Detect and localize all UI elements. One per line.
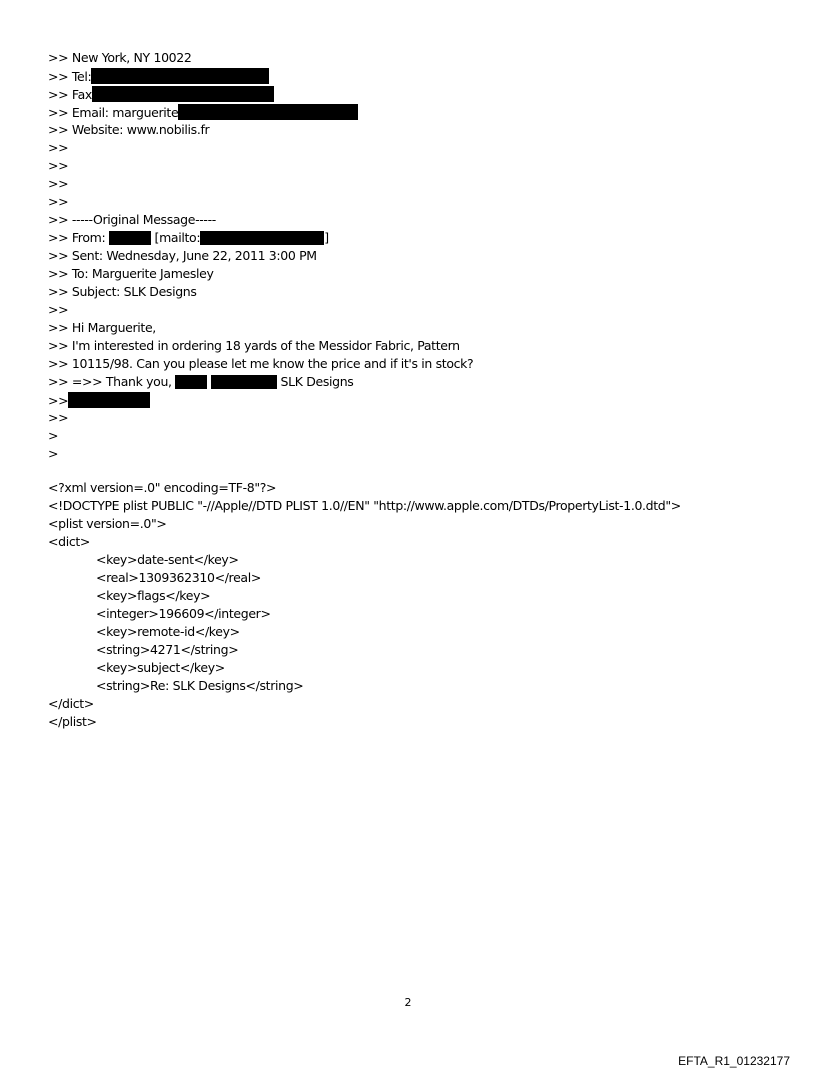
plist-entry: <key>subject</key> bbox=[96, 660, 225, 675]
subject-line: >> Subject: SLK Designs bbox=[48, 284, 197, 299]
quote-blank-line: >> bbox=[48, 140, 69, 155]
quote-blank-line: >> bbox=[48, 302, 69, 317]
signature-line bbox=[48, 392, 150, 409]
redaction-block bbox=[178, 104, 358, 120]
thanks-company: SLK Designs bbox=[276, 374, 354, 389]
plist-entry: <integer>196609</integer> bbox=[96, 606, 271, 621]
dict-open: <dict> bbox=[48, 534, 91, 549]
from-label: >> From: bbox=[48, 230, 106, 245]
email-label: >> Email: marguerite bbox=[48, 105, 179, 120]
mailto-close: ] bbox=[324, 230, 329, 245]
redaction-block bbox=[200, 231, 324, 245]
fax-label: >> Fax bbox=[48, 87, 92, 102]
redaction-block bbox=[109, 231, 151, 245]
quote-gt-line: > bbox=[48, 428, 59, 443]
tel-line bbox=[48, 68, 269, 85]
plist-entry: <real>1309362310</real> bbox=[96, 570, 261, 585]
redaction-block bbox=[211, 375, 277, 389]
greeting-line: >> Hi Marguerite, bbox=[48, 320, 156, 335]
xml-declaration: <?xml version=.0" encoding=TF-8"?> bbox=[48, 480, 277, 495]
to-line: >> To: Marguerite Jamesley bbox=[48, 266, 214, 281]
redaction-block bbox=[92, 86, 274, 102]
redaction-block bbox=[175, 375, 207, 389]
redaction-block bbox=[91, 68, 269, 84]
plist-entry: <string>Re: SLK Designs</string> bbox=[96, 678, 304, 693]
plist-close: </plist> bbox=[48, 714, 97, 729]
quote-blank-line: >> bbox=[48, 410, 69, 425]
quote-marker: >> bbox=[48, 393, 69, 408]
plist-entry: <key>flags</key> bbox=[96, 588, 211, 603]
redaction-block bbox=[68, 392, 150, 408]
thanks-line bbox=[48, 374, 353, 390]
quote-blank-line: >> bbox=[48, 158, 69, 173]
quote-blank-line: >> bbox=[48, 194, 69, 209]
plist-entry: <string>4271</string> bbox=[96, 642, 239, 657]
plist-entry: <key>remote-id</key> bbox=[96, 624, 240, 639]
address-line: >> New York, NY 10022 bbox=[48, 50, 192, 65]
mailto-open: [mailto: bbox=[150, 230, 201, 245]
plist-entry: <key>date-sent</key> bbox=[96, 552, 239, 567]
tel-label: >> Tel: bbox=[48, 69, 92, 84]
thanks-label: >> =>> Thank you, bbox=[48, 374, 172, 389]
body-line: >> I'm interested in ordering 18 yards of the Messidor Fabric, Pattern bbox=[48, 338, 460, 353]
sent-line: >> Sent: Wednesday, June 22, 2011 3:00 PM bbox=[48, 248, 317, 263]
email-line bbox=[48, 104, 358, 121]
original-message-line: >> -----Original Message----- bbox=[48, 212, 216, 227]
from-line bbox=[48, 230, 329, 246]
website-line: >> Website: www.nobilis.fr bbox=[48, 122, 210, 137]
plist-open: <plist version=.0"> bbox=[48, 516, 167, 531]
bates-number: EFTA_R1_01232177 bbox=[678, 1054, 790, 1068]
xml-doctype: <!DOCTYPE plist PUBLIC "-//Apple//DTD PLIST 1.0//EN" "http://www.apple.com/DTDs/PropertyList-1.0.dtd"> bbox=[48, 498, 681, 513]
dict-close: </dict> bbox=[48, 696, 94, 711]
quote-blank-line: >> bbox=[48, 176, 69, 191]
quote-gt-line: > bbox=[48, 446, 59, 461]
body-line: >> 10115/98. Can you please let me know the price and if it's in stock? bbox=[48, 356, 474, 371]
fax-line bbox=[48, 86, 274, 103]
page-number: 2 bbox=[404, 996, 412, 1009]
